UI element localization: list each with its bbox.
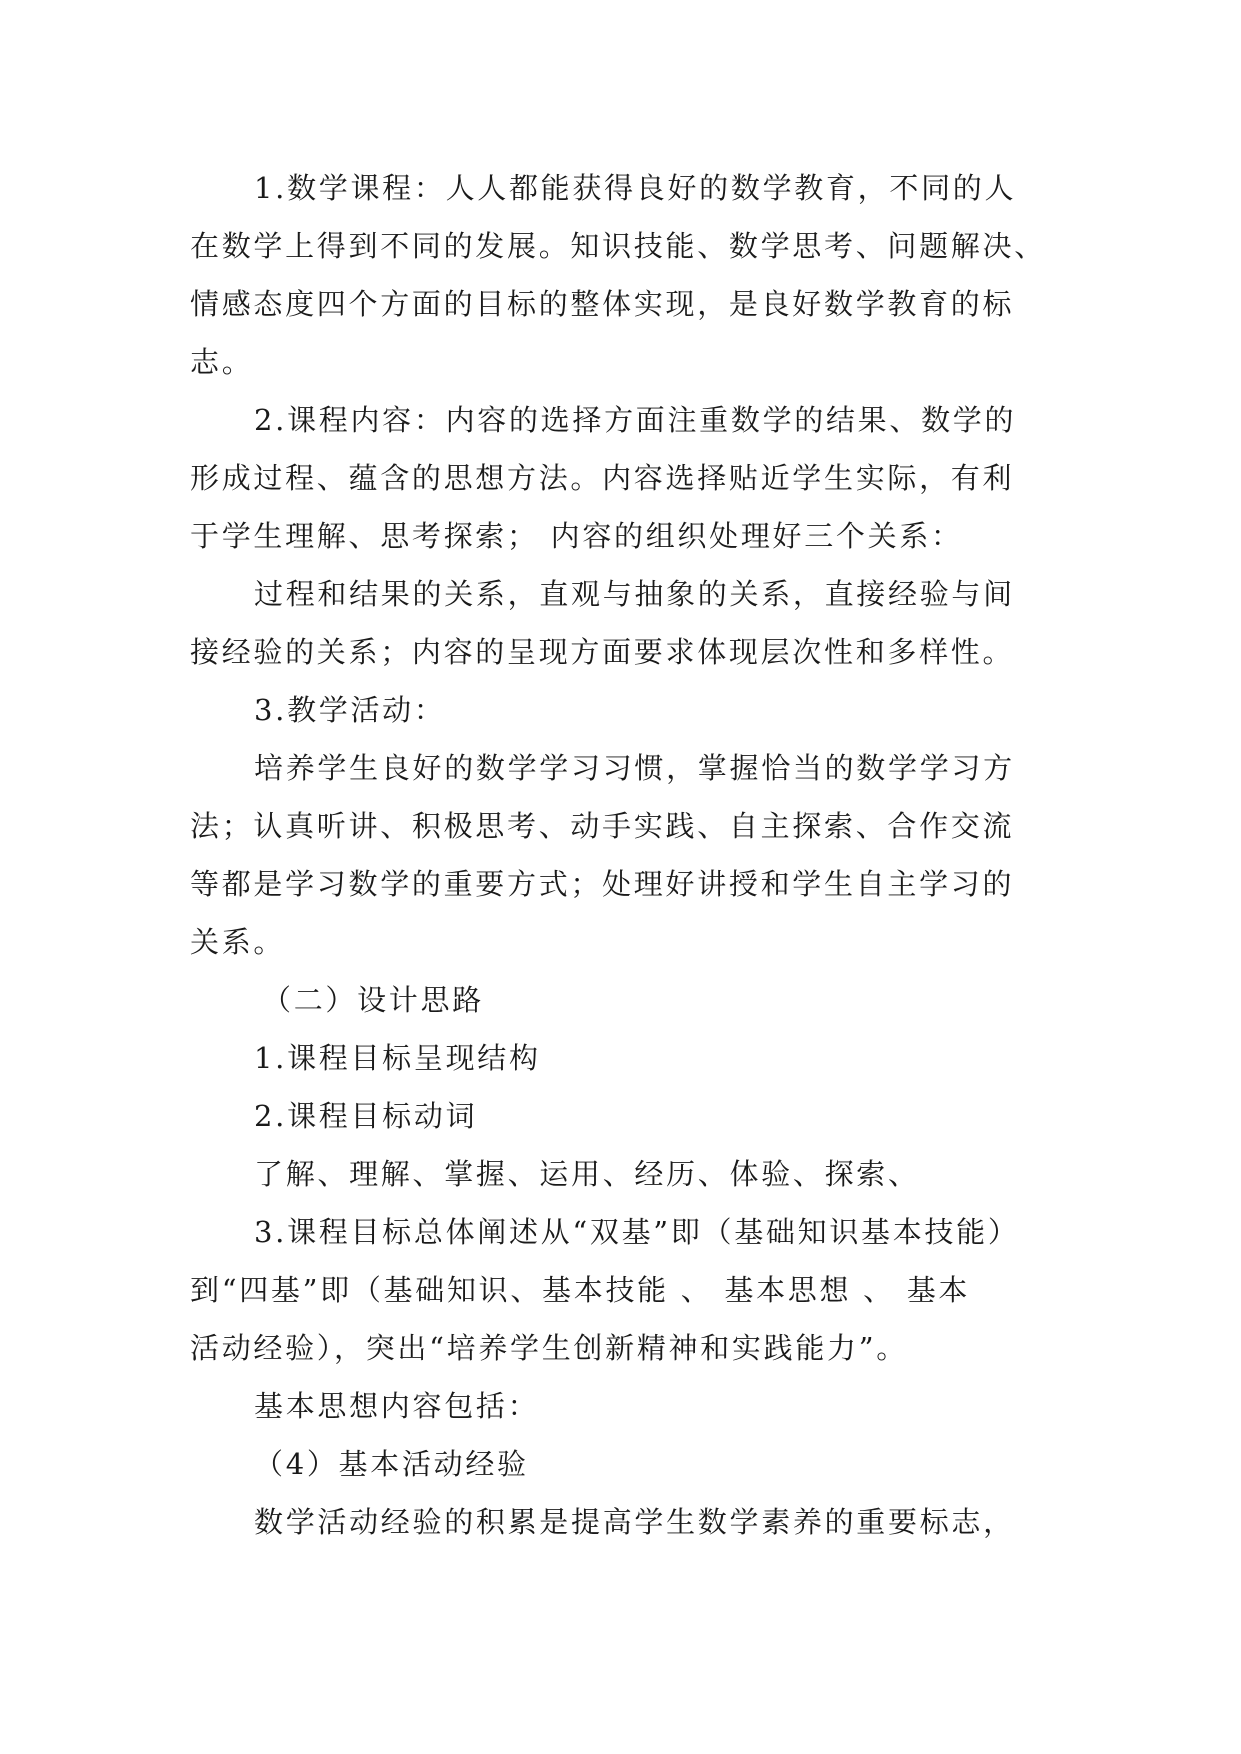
- section-heading: （二）设计思路: [262, 983, 484, 1017]
- paragraph-line: 了解、理解、掌握、运用、经历、体验、探索、: [254, 1157, 920, 1191]
- paragraph-line: 2.课程目标动词: [254, 1099, 478, 1133]
- paragraph-line: 3.课程目标总体阐述从“双基”即（基础知识基本技能）: [254, 1215, 1020, 1249]
- paragraph-line: 形成过程、蕴含的思想方法。内容选择贴近学生实际，有利: [190, 461, 1015, 495]
- paragraph-line: 等都是学习数学的重要方式；处理好讲授和学生自主学习的: [190, 867, 1015, 901]
- paragraph-line: 过程和结果的关系，直观与抽象的关系，直接经验与间: [254, 577, 1015, 611]
- paragraph-line: 3.教学活动：: [254, 693, 446, 727]
- paragraph-line: 数学活动经验的积累是提高学生数学素养的重要标志，: [254, 1505, 1015, 1539]
- paragraph-line: 关系。: [190, 925, 286, 959]
- paragraph-line: 1.课程目标呈现结构: [254, 1041, 541, 1075]
- paragraph-line: 情感态度四个方面的目标的整体实现，是良好数学教育的标: [190, 287, 1015, 321]
- paragraph-line: 在数学上得到不同的发展。知识技能、数学思考、问题解决、: [190, 229, 1046, 263]
- paragraph-line: 培养学生良好的数学学习习惯，掌握恰当的数学学习方: [254, 751, 1015, 785]
- paragraph-line: 基本思想内容包括：: [254, 1389, 540, 1423]
- paragraph-line: 法；认真听讲、积极思考、动手实践、自主探索、合作交流: [190, 809, 1015, 843]
- paragraph-line: （4）基本活动经验: [254, 1447, 529, 1481]
- paragraph-line: 志。: [190, 345, 254, 379]
- paragraph-line: 1.数学课程：人人都能获得良好的数学教育，不同的人: [254, 171, 1017, 205]
- paragraph-line: 活动经验），突出“培养学生创新精神和实践能力”。: [190, 1331, 908, 1365]
- paragraph-line: 到“四基”即（基础知识、基本技能 、 基本思想 、 基本: [190, 1273, 971, 1307]
- paragraph-line: 于学生理解、思考探索； 内容的组织处理好三个关系：: [190, 519, 963, 553]
- paragraph-line: 2.课程内容：内容的选择方面注重数学的结果、数学的: [254, 403, 1017, 437]
- paragraph-line: 接经验的关系；内容的呈现方面要求体现层次性和多样性。: [190, 635, 1015, 669]
